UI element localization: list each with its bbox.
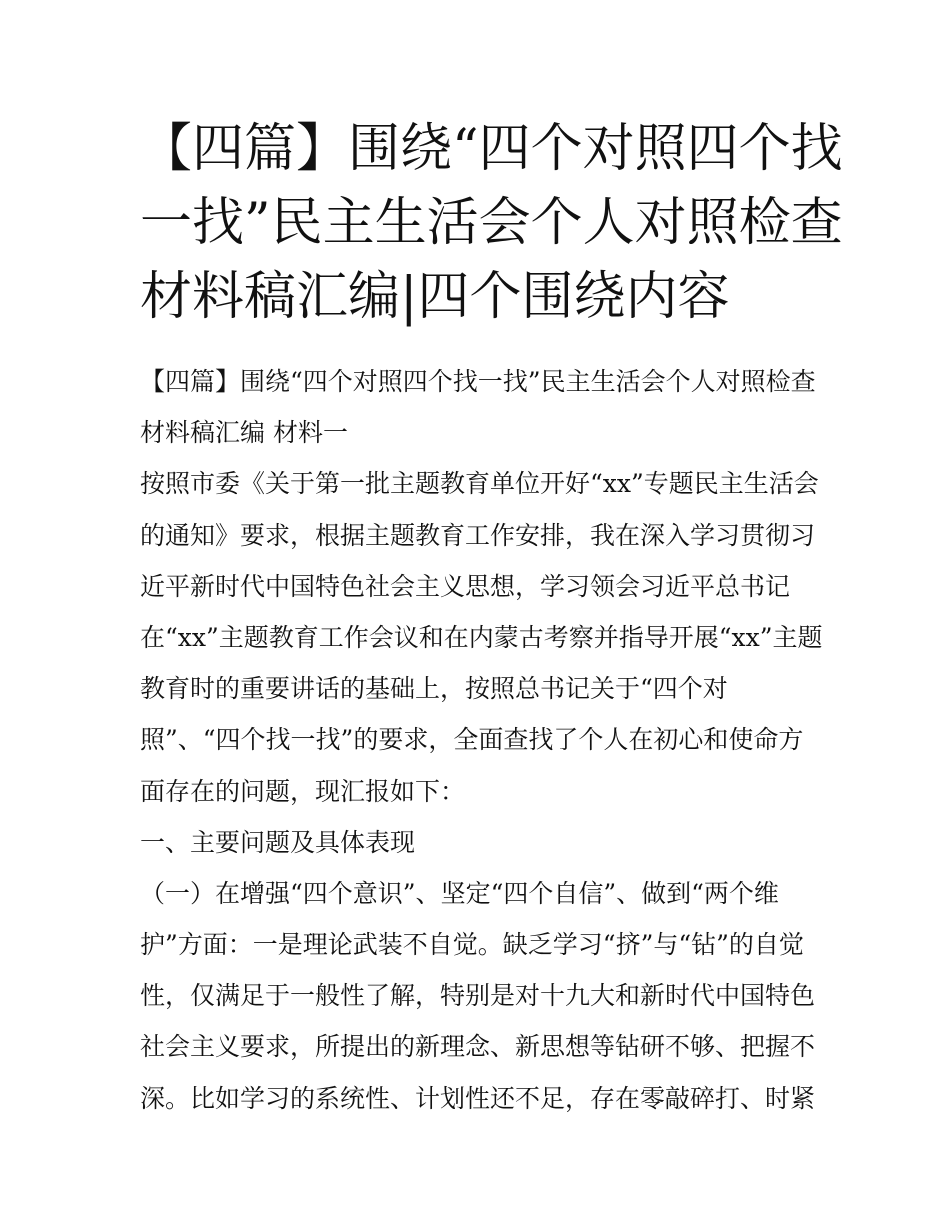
- body-line: 【四篇】围绕“四个对照四个找一找”民主生活会个人对照检查: [140, 367, 816, 396]
- body-line: 性，仅满足于一般性了解，特别是对十九大和新时代中国特色: [140, 981, 816, 1011]
- title-line: 一找”民主生活会个人对照检查: [140, 193, 843, 253]
- body-line: （一）在增强“四个意识”、坚定“四个自信”、做到“两个维: [140, 878, 779, 908]
- title-line: 材料稿汇编|四个围绕内容: [140, 267, 730, 327]
- body-line: 深。比如学习的系统性、计划性还不足，存在零敲碎打、时紧: [140, 1083, 816, 1113]
- title-line: 【四篇】围绕“四个对照四个找: [140, 119, 843, 179]
- body-line: 面存在的问题，现汇报如下：: [140, 776, 466, 806]
- body-line: 近平新时代中国特色社会主义思想，学习领会习近平总书记: [140, 571, 791, 601]
- body-line: 教育时的重要讲话的基础上，按照总书记关于“四个对: [140, 674, 728, 704]
- body-line: 照”、“四个找一找”的要求，全面查找了个人在初心和使命方: [140, 725, 804, 755]
- section-heading: 一、主要问题及具体表现: [140, 827, 416, 857]
- body-line: 社会主义要求，所提出的新理念、新思想等钻研不够、把握不: [140, 1032, 816, 1062]
- body-line: 按照市委《关于第一批主题教育单位开好“xx”专题民主生活会: [140, 469, 819, 499]
- body-line: 在“xx”主题教育工作会议和在内蒙古考察并指导开展“xx”主题: [140, 622, 823, 652]
- document-body: [140, 356, 830, 1124]
- body-line: 的通知》要求，根据主题教育工作安排，我在深入学习贯彻习: [140, 520, 816, 550]
- document-title: [140, 112, 843, 334]
- body-line: 材料稿汇编 材料一: [140, 418, 348, 448]
- body-line: 护”方面：一是理论武装不自觉。缺乏学习“挤”与“钻”的自觉: [140, 930, 804, 960]
